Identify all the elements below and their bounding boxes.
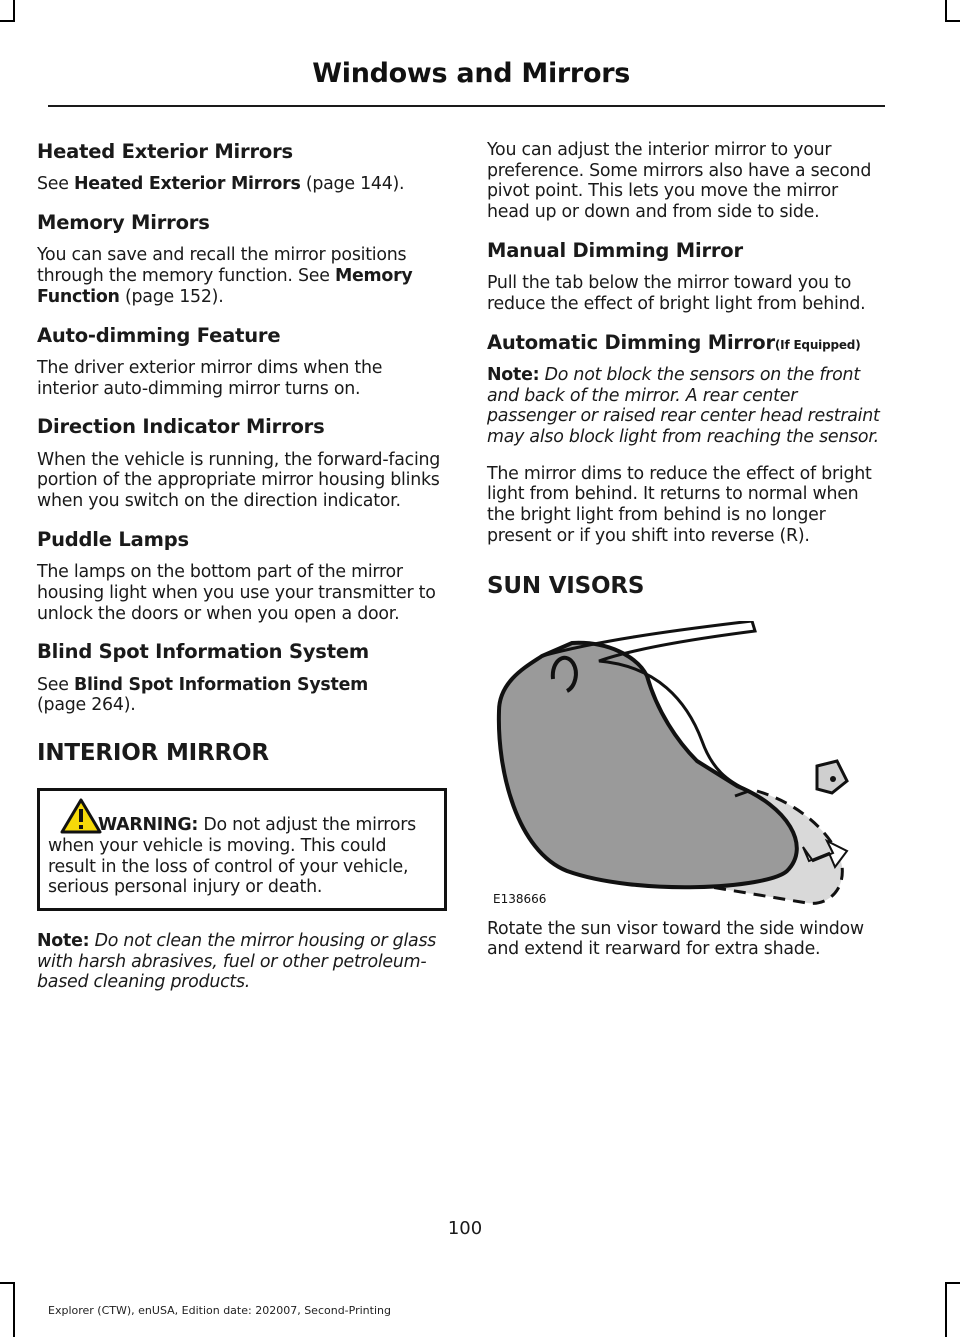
page-number: 100 [447,1218,483,1239]
puddle-lamps-heading: Puddle Lamps [37,527,189,551]
sun-visor-illustration [487,621,867,911]
crop-mark [13,0,15,22]
blind-spot-link[interactable]: Blind Spot Information System [73,674,368,695]
left-column [37,140,447,1009]
visor-body [499,642,797,886]
blind-spot-text: See Blind Spot Information System (page 264). [37,674,368,716]
figure-code: E138666 [493,891,547,906]
heated-mirrors-link[interactable]: Heated Exterior Mirrors [73,174,301,195]
warning-icon [60,798,102,834]
crop-mark [945,20,960,22]
heated-mirrors-text: See Heated Exterior Mirrors (page 144). [37,174,405,195]
edition-footer: Explorer (CTW), enUSA, Edition date: 202007, Second-Printing [48,1304,391,1317]
auto-dimming-text: The driver exterior mirror dims when the interior auto-dimming mirror turns on. [37,357,383,399]
crop-mark [13,1282,15,1337]
memory-function-link[interactable]: Memory Function [37,266,413,307]
interior-mirror-heading: INTERIOR MIRROR [37,740,269,767]
crop-mark [945,1282,960,1284]
crop-mark [0,1282,15,1284]
if-equipped-tag: (If Equipped) [774,337,861,352]
crop-mark [0,20,15,22]
puddle-lamps-text: The lamps on the bottom part of the mirror housing light when you use your transmitter to unlock the doors or when you open a door. [37,562,436,624]
sensor-note: Note: Do not block the sensors on the front and back of the mirror. A rear center passenger or raised rear center head restraint may also block light from reaching the sensor. [487,364,880,448]
warning-text: WARNING: Do not adjust the mirrors when your vehicle is moving. This could result in the loss of control of your vehicle, serious personal injury or death. [48,815,416,898]
header-rule [48,105,885,107]
heated-mirrors-heading: Heated Exterior Mirrors [37,140,293,163]
blind-spot-heading: Blind Spot Information System [37,640,369,664]
manual-dimming-heading: Manual Dimming Mirror [487,238,743,262]
crop-mark [945,0,947,22]
direction-indicator-heading: Direction Indicator Mirrors [37,415,325,439]
warning-box [37,788,447,911]
mirror-dims-text: The mirror dims to reduce the effect of bright light from behind. It returns to normal when the bright light from behind is no longer present or if you shift into reverse (R). [487,463,872,546]
adjust-mirror-text: You can adjust the interior mirror to your preference. Some mirrors also have a second pivot point. This lets you move the mirror head up or down and from side to side. [487,140,872,223]
manual-dimming-text: Pull the tab below the mirror toward you to reduce the effect of bright light from behind. [487,273,866,314]
cleaning-note: Note: Do not clean the mirror housing or glass with harsh abrasives, fuel or other petroleum-based cleaning products. [37,930,437,993]
memory-mirrors-text: You can save and recall the mirror positions through the memory function. See Memory Function (page 152). [37,245,413,307]
sun-visors-heading: SUN VISORS [487,572,645,599]
direction-indicator-text: When the vehicle is running, the forward-facing portion of the appropriate mirror housing blinks when you switch on the direction indicator. [37,449,441,512]
crop-mark [945,1282,947,1337]
auto-dimming-heading: Auto-dimming Feature [37,323,281,347]
memory-mirrors-heading: Memory Mirrors [37,211,210,235]
automatic-dimming-heading: Automatic Dimming Mirror(If Equipped) [487,330,861,354]
rotate-visor-text: Rotate the sun visor toward the side window and extend it rearward for extra shade. [487,918,864,960]
right-column [487,140,882,976]
page-title: Windows and Mirrors [312,58,630,89]
